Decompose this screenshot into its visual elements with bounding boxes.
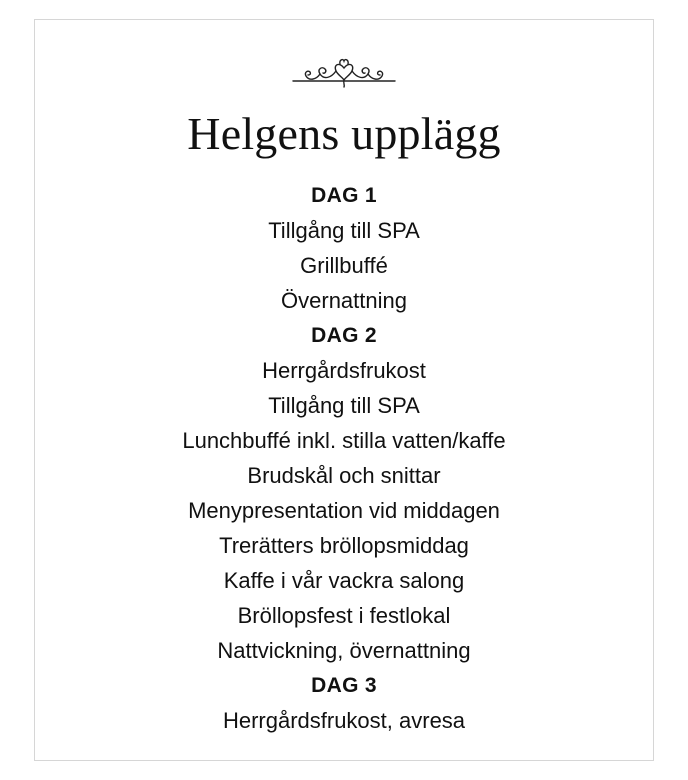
page-title: Helgens upplägg [187, 108, 501, 159]
list-item: Brudskål och snittar [247, 463, 441, 488]
list-item: Grillbuffé [300, 253, 388, 278]
flourish-ornament-icon [289, 54, 399, 94]
list-item: Tillgång till SPA [268, 218, 420, 243]
list-item: Bröllopsfest i festlokal [237, 603, 451, 628]
list-item: Trerätters bröllopsmiddag [219, 533, 469, 558]
list-item: Herrgårdsfrukost, avresa [222, 708, 466, 733]
list-item: Övernattning [281, 288, 407, 313]
day-heading: DAG 2 [311, 324, 377, 347]
schedule-list [35, 178, 653, 738]
schedule-card [34, 19, 654, 761]
list-item: Menypresentation vid middagen [188, 498, 500, 523]
list-item: Nattvickning, övernattning [217, 638, 471, 663]
list-item: Kaffe i vår vackra salong [223, 568, 465, 593]
day-heading: DAG 1 [311, 184, 377, 207]
list-item: Lunchbuffé inkl. stilla vatten/kaffe [182, 428, 506, 453]
list-item: Herrgårdsfrukost [262, 358, 426, 383]
day-heading: DAG 3 [311, 674, 377, 697]
list-item: Tillgång till SPA [268, 393, 420, 418]
